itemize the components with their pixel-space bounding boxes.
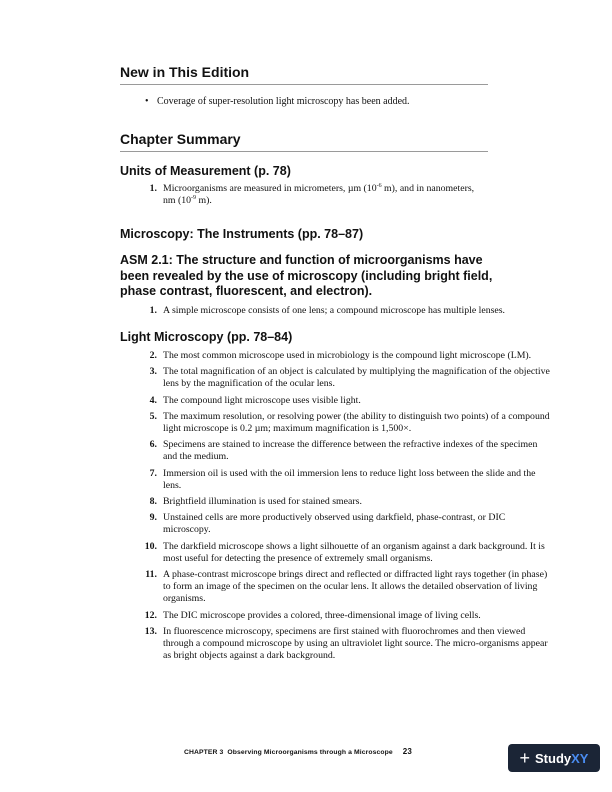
item-text: Brightfield illumination is used for stained smears. (163, 496, 362, 508)
item-text: The darkfield microscope shows a light silhouette of an organism against a dark background. It is most useful for detecting the presence of extremely small organisms. (163, 540, 545, 564)
item-text: The DIC microscope provides a colored, three-dimensional image of living cells. (163, 609, 481, 621)
list-item (0, 305, 553, 317)
list-item (0, 626, 553, 663)
item-text: In fluorescence microscopy, specimens are first stained with fluorochromes and then viewed through a compound microscope by using an ultraviolet light source. The micro-organisms appear as bright objects against a dark background. (163, 625, 548, 662)
footer-title: Observing Microorganisms through a Microscope (227, 749, 393, 756)
logo-text-study: Study (535, 750, 572, 766)
item-number: 13. (144, 625, 157, 637)
section-divider (120, 151, 488, 152)
studyxy-logo (508, 744, 600, 772)
superscript-exponent: -9 (191, 195, 197, 202)
item-number: 2. (149, 350, 157, 361)
plus-icon: + (519, 748, 531, 768)
section-divider (120, 84, 488, 85)
item-number: 4. (149, 394, 157, 406)
page-footer (184, 747, 412, 756)
bullet-text: Coverage of super-resolution light microscopy has been added. (157, 96, 410, 107)
item-text: The maximum resolution, or resolving power (the ability to distinguish two points) of a compound light microscope is 0.2 µm; maximum magnification is 1,500×. (163, 410, 550, 435)
item-number: 9. (149, 512, 157, 524)
item-text-line1: Microorganisms are measured in micrometers, µm (10 (163, 183, 377, 194)
list-item (0, 541, 553, 565)
item-text: Immersion oil is used with the oil immersion lens to reduce light loss between the slide and the lens. (163, 467, 536, 491)
list-item (0, 183, 553, 207)
bullet-icon: • (145, 96, 149, 107)
light-microscopy-heading: Light Microscopy (pp. 78–84) (120, 330, 293, 344)
item-number: 8. (149, 496, 157, 508)
asm-list (0, 305, 553, 317)
list-item (0, 496, 553, 508)
units-list (0, 183, 553, 207)
chapter-summary-heading: Chapter Summary (120, 131, 241, 147)
list-item (0, 610, 553, 622)
superscript-exponent: -6 (376, 183, 382, 189)
item-text-mid: m), and in nanometers, (381, 183, 475, 194)
list-item (0, 468, 553, 492)
item-number: 5. (149, 410, 157, 422)
item-number: 3. (149, 366, 157, 378)
item-text: A phase-contrast microscope brings direct and reflected or diffracted light rays together (in phase) to form an image of the specimen on the ocular lens. It allows the detailed observation of living organisms. (163, 569, 548, 605)
item-number: 1. (149, 183, 157, 194)
item-number: 10. (144, 540, 157, 552)
logo-text-xy: XY (571, 750, 589, 766)
footer-chapter: CHAPTER 3 (184, 749, 224, 756)
item-text: Specimens are stained to increase the difference between the refractive indexes of the specimen and the medium. (163, 439, 538, 463)
item-text-end: m). (196, 195, 212, 207)
list-item (0, 350, 553, 362)
page-number: 23 (402, 747, 412, 756)
item-text: Unstained cells are more productively observed using darkfield, phase-contrast, or DIC microscopy. (163, 512, 506, 536)
list-item (0, 512, 553, 536)
list-item (0, 569, 553, 606)
item-text: The most common microscope used in microbiology is the compound light microscope (LM). (163, 350, 532, 361)
item-number: 7. (149, 467, 157, 479)
new-edition-heading: New in This Edition (120, 64, 250, 80)
item-number: 12. (144, 609, 157, 621)
units-heading: Units of Measurement (p. 78) (120, 164, 291, 178)
item-text: A simple microscope consists of one lens; a compound microscope has multiple lenses. (163, 305, 506, 316)
item-number: 6. (149, 439, 157, 451)
item-text: The total magnification of an object is calculated by multiplying the magnification of the objective lens by the magnification of the ocular lens. (163, 366, 550, 390)
item-number: 1. (149, 305, 157, 316)
microscopy-heading: Microscopy: The Instruments (pp. 78–87) (120, 227, 364, 241)
item-number: 11. (145, 569, 157, 581)
light-microscopy-list (0, 350, 553, 662)
asm-heading: ASM 2.1: The structure and function of microorganisms have been revealed by the use of microscopy (including bright field, phase contrast, fluorescent, and electron). (120, 253, 493, 298)
list-item (0, 366, 553, 390)
list-item (0, 395, 553, 407)
list-item (0, 439, 553, 463)
item-text-line2: nm (10 (163, 195, 192, 207)
item-text: The compound light microscope uses visible light. (163, 394, 361, 406)
list-item (0, 411, 553, 435)
